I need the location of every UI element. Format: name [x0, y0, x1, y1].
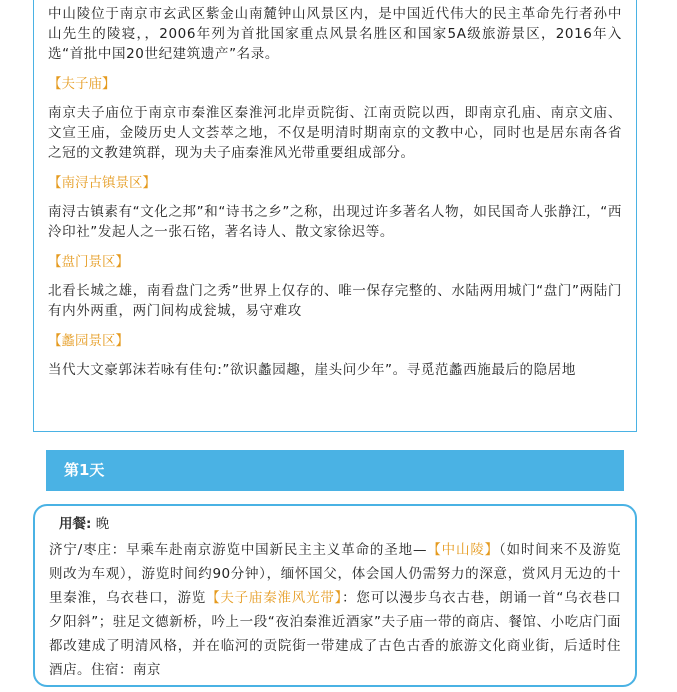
attractions-panel: [33, 0, 637, 432]
day-banner: 第1天: [46, 450, 624, 491]
day-itinerary-text: [49, 538, 621, 682]
highlight-fuzimiao-qinhuai: 【夫子庙秦淮风光带】: [206, 590, 343, 606]
section-text-liyuan: 当代大文豪郭沫若咏有佳句:”欲识蠡园趣，崖头问少年”。寻觅范蠡西施最后的隐居地: [48, 362, 576, 378]
itinerary-text-part1: 济宁/枣庄：早乘车赴南京游览中国新民主主义革命的圣地—: [49, 542, 427, 558]
section-text-nanxun: 南浔古镇素有“文化之邦”和“诗书之乡”之称，出现过许多著名人物，如民国奇人张静江，“西泠印社”发起人之一张石铭，著名诗人、散文家徐迟等。: [48, 204, 622, 240]
section-text-panmen: 北看长城之雄，南看盘门之秀”世界上仅存的、唯一保存完整的、水陆两用城门“盘门”两陆门有内外两重，两门间构成瓮城，易守难攻: [48, 283, 622, 319]
intro-paragraph: 中山陵位于南京市玄武区紫金山南麓钟山风景区内，是中国近代伟大的民主革命先行者孙中山先生的陵寝，，2006年列为首批国家重点风景名胜区和国家5A级旅游景区，2016年入选“首批中国20世纪建筑遗产”名录。: [48, 6, 622, 62]
section-text-fuzimiao: 南京夫子庙位于南京市秦淮区秦淮河北岸贡院街、江南贡院以西，即南京孔庙、南京文庙、文宣王庙，金陵历史人文荟萃之地，不仅是明清时期南京的文教中心，同时也是居东南各省之冠的文教建筑群，现为夫子庙秦淮风光带重要组成部分。: [48, 105, 622, 161]
section-heading-liyuan: 【蠡园景区】: [48, 333, 129, 349]
itinerary-text-part3: ：您可以漫步乌衣古巷，朗诵一首“乌衣巷口夕阳斜”；驻足文德新桥，吟上一段“夜泊秦淮近酒家”夫子庙一带的商店、餐馆、小吃店门面都改建成了明清风格，并在临河的贡院街一带建成了古色古香的旅游文化商业街，后适时住酒店。住宿：南京: [49, 590, 621, 678]
section-heading-fuzimiao: 【夫子庙】: [48, 76, 116, 92]
itinerary-text-part2: （如时间来不及游览则改为车观），游览时间约90分钟），缅怀国父，体会国人仍需努力的深意，赏风月无边的十里秦淮，乌衣巷口，游览: [49, 542, 622, 606]
day-itinerary-card: [33, 504, 637, 687]
meal-line: [59, 514, 621, 534]
section-heading-nanxun: 【南浔古镇景区】: [48, 175, 156, 191]
highlight-zhongshanling: 【中山陵】: [426, 542, 500, 558]
meal-value: 晚: [95, 516, 110, 532]
meal-label: 用餐:: [59, 516, 92, 532]
section-heading-panmen: 【盘门景区】: [48, 254, 129, 270]
